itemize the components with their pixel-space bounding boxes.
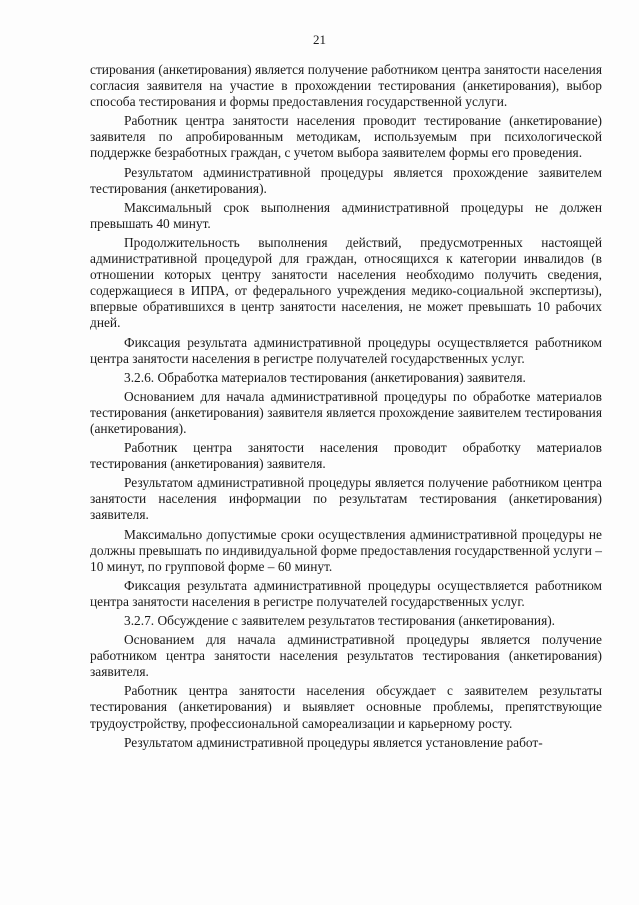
paragraph: Основанием для начала административной процедуры по обработке материалов тестирования (анкетирования) заявителя является прохождение заявителем тестирования (анкетирования). bbox=[90, 388, 602, 436]
paragraph: Результатом административной процедуры является установление работ- bbox=[124, 734, 543, 750]
document-body bbox=[90, 62, 602, 751]
paragraph: Фиксация результата административной процедуры осуществляется работником центра занятости населения в регистре получателей государственных услуг. bbox=[90, 334, 602, 366]
paragraph: Максимальный срок выполнения административной процедуры не должен превышать 40 минут. bbox=[90, 199, 602, 231]
paragraph: Работник центра занятости населения проводит обработку материалов тестирования (анкетирования) заявителя. bbox=[90, 440, 602, 472]
paragraph: стирования (анкетирования) является получение работником центра занятости населения согласия заявителя на участие в прохождении тестирования (анкетирования), выбор способа тестирования и формы предоставления государственной услуги. bbox=[90, 62, 602, 110]
paragraph: Продолжительность выполнения действий, предусмотренных настоящей административной процедурой для граждан, относящихся к категории инвалидов (в отношении которых центру занятости населения необходимо получить сведения, содержащиеся в ИПРА, от федерального учреждения медико-социальной экспертизы), впервые обратившихся в центр занятости населения, не может превышать 10 рабочих дней. bbox=[90, 234, 602, 331]
paragraph: Работник центра занятости населения обсуждает с заявителем результаты тестирования (анкетирования) и выявляет основные проблемы, препятствующие трудоустройству, профессиональной самореализации и карьерному росту. bbox=[90, 683, 602, 731]
section-heading: 3.2.7. Обсуждение с заявителем результатов тестирования (анкетирования). bbox=[124, 613, 556, 628]
page-number: 21 bbox=[313, 32, 326, 47]
paragraph: Максимально допустимые сроки осуществления административной процедуры не должны превышать по индивидуальной форме предоставления государственной услуги – 10 минут, по групповой форме – 60 минут. bbox=[90, 526, 602, 574]
paragraph: Результатом административной процедуры является прохождение заявителем тестирования (анкетирования). bbox=[90, 164, 602, 196]
paragraph: Результатом административной процедуры является получение работником центра занятости населения информации по результатам тестирования (анкетирования) заявителя. bbox=[90, 475, 602, 523]
section-heading: 3.2.6. Обработка материалов тестирования (анкетирования) заявителя. bbox=[124, 369, 526, 385]
paragraph: Фиксация результата административной процедуры осуществляется работником центра занятости населения в регистре получателей государственных услуг. bbox=[90, 577, 602, 609]
paragraph: Основанием для начала административной процедуры является получение работником центра занятости населения результатов тестирования (анкетирования) заявителя. bbox=[90, 632, 602, 680]
paragraph: Работник центра занятости населения проводит тестирование (анкетирование) заявителя по апробированным методикам, используемым при психологической поддержке безработных граждан, с учетом выбора заявителем формы его проведения. bbox=[90, 113, 602, 161]
